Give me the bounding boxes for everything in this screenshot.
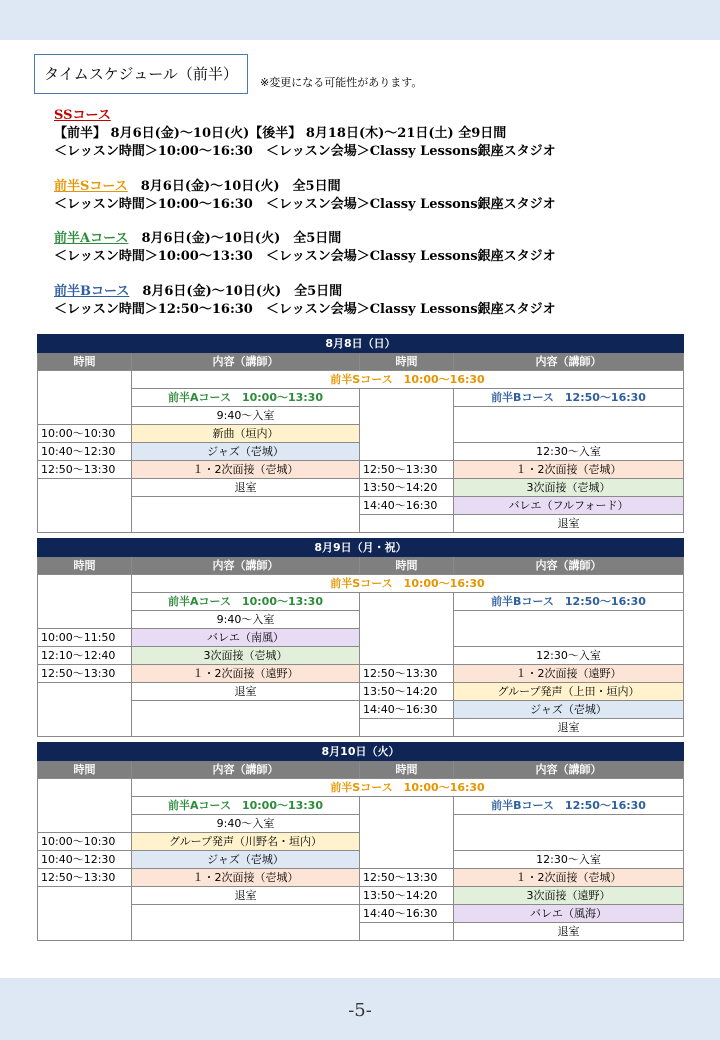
empty-cell — [132, 905, 360, 941]
col-content: 内容（講師） — [132, 557, 360, 575]
empty-cell — [360, 923, 454, 941]
col-time: 時間 — [38, 353, 132, 371]
course-s-dates: 8月6日(金)～10日(火) 全5日間 — [127, 179, 341, 194]
slot-time: 13:50～14:20 — [360, 479, 454, 497]
course-b-info: ＜レッスン時間＞12:50～16:30 ＜レッスン会場＞Classy Lessons銀座スタジオ — [54, 302, 556, 317]
empty-cell — [360, 719, 454, 737]
empty-cell — [38, 887, 132, 941]
s-course-label: 前半Sコース 10:00～16:30 — [132, 575, 684, 593]
slot-time: 14:40～16:30 — [360, 905, 454, 923]
slot-time: 14:40～16:30 — [360, 497, 454, 515]
col-content: 内容（講師） — [132, 353, 360, 371]
a-entry: 9:40～入室 — [132, 611, 360, 629]
slot-time: 12:50～13:30 — [38, 665, 132, 683]
page-title: タイムスケジュール（前半） — [34, 54, 248, 94]
schedule-day-1 — [37, 334, 684, 533]
b-entry: 12:30～入室 — [454, 647, 684, 665]
empty-cell — [360, 515, 454, 533]
b-exit: 退室 — [454, 719, 684, 737]
slot-time: 12:50～13:30 — [360, 461, 454, 479]
empty-cell — [360, 593, 454, 665]
slot-content: ジャズ（壱城） — [454, 701, 684, 719]
col-content: 内容（講師） — [454, 761, 684, 779]
course-a-info: ＜レッスン時間＞10:00～13:30 ＜レッスン会場＞Classy Lessons銀座スタジオ — [54, 249, 556, 264]
b-exit: 退室 — [454, 923, 684, 941]
col-time: 時間 — [360, 761, 454, 779]
slot-time: 10:40～12:30 — [38, 851, 132, 869]
empty-cell — [132, 497, 360, 533]
slot-time: 12:10～12:40 — [38, 647, 132, 665]
course-a — [54, 230, 556, 266]
slot-content: 新曲（垣内） — [132, 425, 360, 443]
slot-time: 13:50～14:20 — [360, 683, 454, 701]
col-time: 時間 — [360, 557, 454, 575]
course-s-name: 前半Sコース — [54, 179, 128, 194]
a-entry: 9:40～入室 — [132, 815, 360, 833]
col-time: 時間 — [38, 557, 132, 575]
empty-cell — [360, 389, 454, 461]
empty-cell — [454, 611, 684, 647]
slot-content: ジャズ（壱城） — [132, 443, 360, 461]
slot-content: バレエ（風海） — [454, 905, 684, 923]
s-course-label: 前半Sコース 10:00～16:30 — [132, 779, 684, 797]
slot-time: 12:50～13:30 — [38, 869, 132, 887]
slot-time: 10:00～11:50 — [38, 629, 132, 647]
slot-content: １・2次面接（壱城） — [132, 869, 360, 887]
slot-content: 3次面接（壱城） — [454, 479, 684, 497]
col-content: 内容（講師） — [454, 353, 684, 371]
a-exit: 退室 — [132, 479, 360, 497]
day-date: 8月8日（日） — [38, 335, 684, 353]
b-course-label: 前半Bコース 12:50～16:30 — [454, 797, 684, 815]
change-note: ※変更になる可能性があります。 — [260, 76, 423, 89]
slot-time: 10:00～10:30 — [38, 833, 132, 851]
slot-content: １・2次面接（遠野） — [132, 665, 360, 683]
empty-cell — [454, 815, 684, 851]
b-entry: 12:30～入室 — [454, 443, 684, 461]
day-date: 8月10日（火） — [38, 743, 684, 761]
empty-cell — [38, 371, 132, 425]
course-s — [54, 178, 556, 214]
course-b-name: 前半Bコース — [54, 284, 130, 299]
slot-time: 12:50～13:30 — [360, 869, 454, 887]
col-content: 内容（講師） — [454, 557, 684, 575]
course-a-dates: 8月6日(金)～10日(火) 全5日間 — [128, 231, 342, 246]
empty-cell — [38, 779, 132, 833]
slot-content: 3次面接（遠野） — [454, 887, 684, 905]
a-exit: 退室 — [132, 683, 360, 701]
empty-cell — [38, 479, 132, 533]
schedule-day-2 — [37, 538, 684, 737]
course-s-info: ＜レッスン時間＞10:00～16:30 ＜レッスン会場＞Classy Lessons銀座スタジオ — [54, 197, 556, 212]
course-ss — [54, 107, 556, 161]
slot-content: バレエ（南風） — [132, 629, 360, 647]
col-content: 内容（講師） — [132, 761, 360, 779]
slot-time: 13:50～14:20 — [360, 887, 454, 905]
slot-time: 10:00～10:30 — [38, 425, 132, 443]
page-number: -5- — [348, 1000, 372, 1021]
course-ss-name: SSコース — [54, 108, 111, 123]
a-course-label: 前半Aコース 10:00～13:30 — [132, 389, 360, 407]
col-time: 時間 — [360, 353, 454, 371]
top-band — [0, 0, 720, 40]
b-course-label: 前半Bコース 12:50～16:30 — [454, 593, 684, 611]
slot-content: １・2次面接（壱城） — [132, 461, 360, 479]
a-course-label: 前半Aコース 10:00～13:30 — [132, 797, 360, 815]
a-course-label: 前半Aコース 10:00～13:30 — [132, 593, 360, 611]
slot-content: １・2次面接（遠野） — [454, 665, 684, 683]
slot-content: 3次面接（壱城） — [132, 647, 360, 665]
b-course-label: 前半Bコース 12:50～16:30 — [454, 389, 684, 407]
slot-time: 14:40～16:30 — [360, 701, 454, 719]
slot-content: １・2次面接（壱城） — [454, 869, 684, 887]
slot-content: バレエ（フルフォード） — [454, 497, 684, 515]
slot-time: 12:50～13:30 — [360, 665, 454, 683]
course-a-name: 前半Aコース — [54, 231, 129, 246]
slot-time: 10:40～12:30 — [38, 443, 132, 461]
course-ss-dates: 【前半】 8月6日(金)～10日(火)【後半】 8月18日(木)～21日(土) 全9日間 — [54, 126, 507, 141]
a-entry: 9:40～入室 — [132, 407, 360, 425]
slot-content: グループ発声（上田・垣内） — [454, 683, 684, 701]
empty-cell — [454, 407, 684, 443]
slot-content: グループ発声（川野名・垣内） — [132, 833, 360, 851]
col-time: 時間 — [38, 761, 132, 779]
s-course-label: 前半Sコース 10:00～16:30 — [132, 371, 684, 389]
b-exit: 退室 — [454, 515, 684, 533]
slot-time: 12:50～13:30 — [38, 461, 132, 479]
course-b — [54, 283, 556, 319]
empty-cell — [38, 683, 132, 737]
slot-content: ジャズ（壱城） — [132, 851, 360, 869]
a-exit: 退室 — [132, 887, 360, 905]
schedule-day-3 — [37, 742, 684, 941]
course-b-dates: 8月6日(金)～10日(火) 全5日間 — [129, 284, 343, 299]
day-date: 8月9日（月・祝） — [38, 539, 684, 557]
b-entry: 12:30～入室 — [454, 851, 684, 869]
empty-cell — [132, 701, 360, 737]
course-ss-info: ＜レッスン時間＞10:00～16:30 ＜レッスン会場＞Classy Lessons銀座スタジオ — [54, 144, 556, 159]
empty-cell — [38, 575, 132, 629]
empty-cell — [360, 797, 454, 869]
slot-content: １・2次面接（壱城） — [454, 461, 684, 479]
